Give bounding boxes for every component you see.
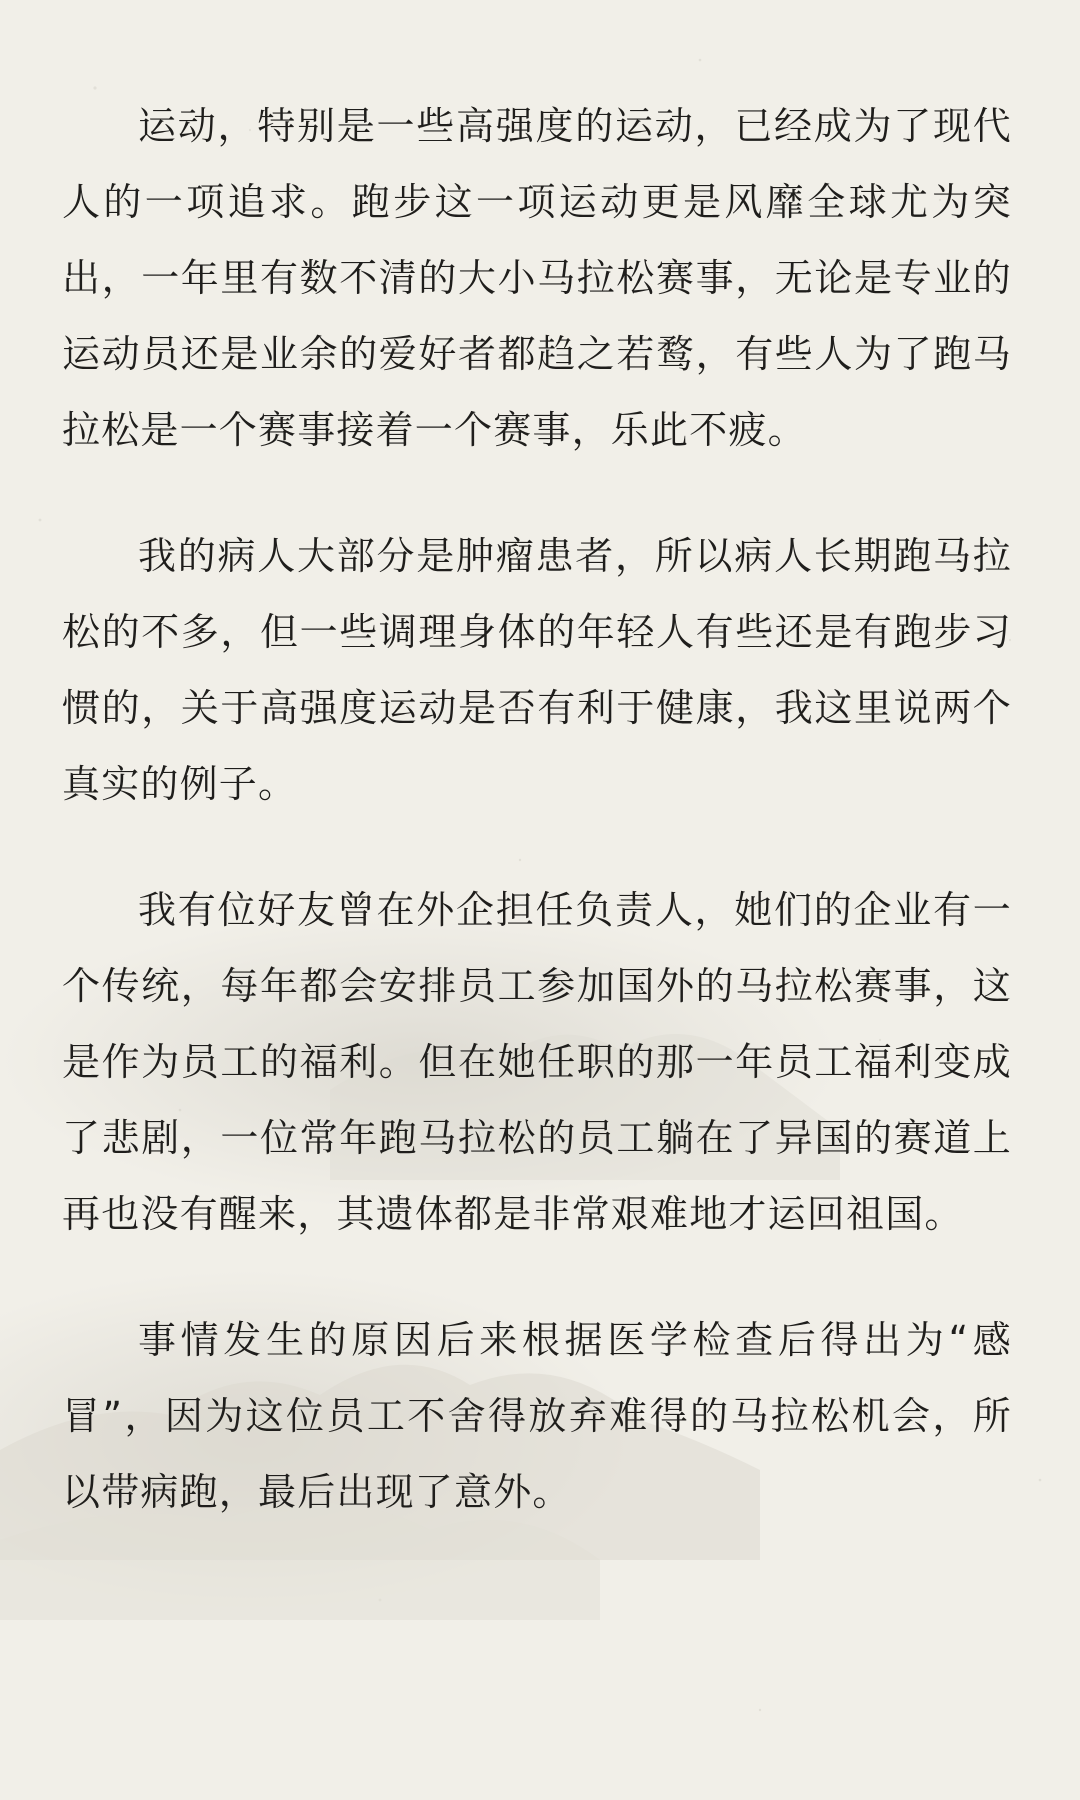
paragraph: 我有位好友曾在外企担任负责人，她们的企业有一个传统，每年都会安排员工参加国外的马拉松赛事，这是作为员工的福利。但在她任职的那一年员工福利变成了悲剧，一位常年跑马拉松的员工躺在了异国的赛道上再也没有醒来，其遗体都是非常艰难地才运回祖国。 (62, 888, 1012, 1236)
article-body (62, 88, 1012, 1530)
paragraph: 运动，特别是一些高强度的运动，已经成为了现代人的一项追求。跑步这一项运动更是风靡全球尤为突出，一年里有数不清的大小马拉松赛事，无论是专业的运动员还是业余的爱好者都趋之若鹜，有些人为了跑马拉松是一个赛事接着一个赛事，乐此不疲。 (62, 104, 1012, 452)
paragraph: 事情发生的原因后来根据医学检查后得出为“感冒”，因为这位员工不舍得放弃难得的马拉松机会，所以带病跑，最后出现了意外。 (62, 1318, 1012, 1514)
paragraph: 我的病人大部分是肿瘤患者，所以病人长期跑马拉松的不多，但一些调理身体的年轻人有些还是有跑步习惯的，关于高强度运动是否有利于健康，我这里说两个真实的例子。 (62, 534, 1012, 806)
